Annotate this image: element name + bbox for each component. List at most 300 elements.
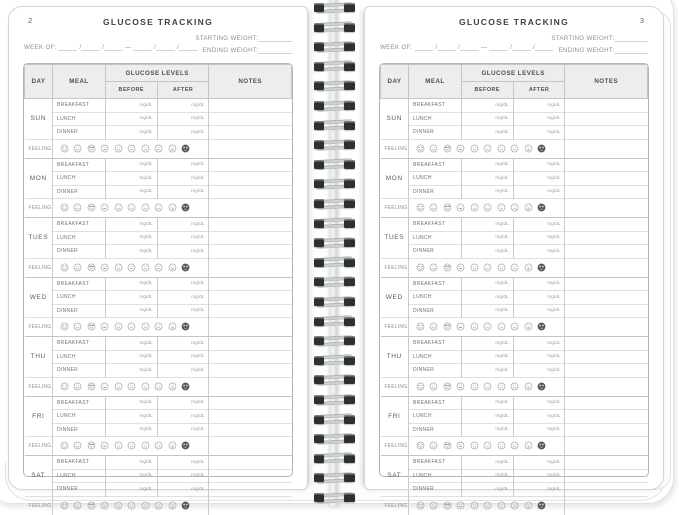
notes-cell [209, 456, 292, 470]
dead-face-icon [181, 203, 190, 212]
meal-label: LUNCH [53, 350, 106, 364]
feeling-label: FEELING [381, 258, 409, 277]
before-unit-label: mg/dL [105, 172, 157, 186]
notes-cell [565, 456, 648, 470]
after-unit-label: mg/dL [513, 291, 565, 305]
feeling-row [25, 318, 292, 337]
smiling-face-icon [73, 203, 82, 212]
starting-weight-blank: _________ [614, 35, 648, 42]
feeling-row [25, 496, 292, 515]
after-unit-label: mg/dL [513, 396, 565, 410]
notes-cell [565, 185, 648, 199]
after-unit-label: mg/dL [157, 277, 209, 291]
feeling-row [381, 377, 648, 396]
smiling-face-icon [429, 501, 438, 510]
feeling-label: FEELING [25, 139, 53, 158]
meal-label: LUNCH [409, 231, 462, 245]
sad-face-icon [154, 144, 163, 153]
binding-hole [314, 23, 324, 32]
starting-weight-label: STARTING WEIGHT: [195, 35, 259, 42]
binding-hole [344, 454, 355, 463]
feeling-row [25, 437, 292, 456]
notes-cell [209, 199, 292, 218]
meal-row [25, 185, 292, 199]
cool-sunglasses-face-icon [87, 501, 96, 510]
slight-smile-face-icon [470, 382, 479, 391]
binding-spine [329, 0, 339, 507]
binding-loop [308, 100, 360, 112]
meal-label: BREAKFAST [409, 99, 462, 113]
sad-face-icon [154, 382, 163, 391]
spiral-binding [308, 0, 360, 507]
grinning-face-icon [100, 322, 109, 331]
slight-smile-face-icon [470, 322, 479, 331]
binding-hole [314, 297, 324, 306]
smiling-face-icon [73, 144, 82, 153]
day-label: MON [25, 158, 53, 199]
meal-label: BREAKFAST [53, 218, 106, 232]
before-unit-label: mg/dL [105, 185, 157, 199]
meal-label: DINNER [53, 483, 106, 497]
notes-cell [565, 126, 648, 140]
crying-face-icon [524, 382, 533, 391]
day-column-header: DAY [381, 65, 409, 99]
binding-hole [344, 493, 355, 502]
meal-label: BREAKFAST [409, 396, 462, 410]
before-unit-label: mg/dL [461, 350, 513, 364]
glucose-log-table-wrapper [23, 63, 293, 509]
after-unit-label: mg/dL [513, 483, 565, 497]
binding-loop [308, 159, 360, 171]
neutral-face-icon [127, 263, 136, 272]
sad-face-icon [154, 263, 163, 272]
after-unit-label: mg/dL [513, 245, 565, 259]
dead-face-icon [537, 441, 546, 450]
neutral-face-icon [483, 144, 492, 153]
sad-face-icon [510, 501, 519, 510]
notes-cell [209, 318, 292, 337]
before-unit-label: mg/dL [105, 231, 157, 245]
dead-face-icon [181, 144, 190, 153]
glucose-log-table-wrapper [379, 63, 649, 509]
grinning-face-icon [456, 203, 465, 212]
dead-face-icon [537, 263, 546, 272]
notes-cell [209, 126, 292, 140]
notes-cell [209, 158, 292, 172]
feeling-label: FEELING [25, 496, 53, 515]
crying-face-icon [168, 144, 177, 153]
feeling-row [25, 258, 292, 277]
binding-hole [314, 336, 324, 345]
before-unit-label: mg/dL [105, 126, 157, 140]
slight-smile-face-icon [470, 501, 479, 510]
meal-row [25, 277, 292, 291]
feeling-row [381, 139, 648, 158]
notes-cell [565, 377, 648, 396]
laughing-face-icon [416, 382, 425, 391]
notes-cell [209, 112, 292, 126]
before-unit-label: mg/dL [461, 185, 513, 199]
slight-smile-face-icon [114, 144, 123, 153]
after-unit-label: mg/dL [513, 337, 565, 351]
binding-loop [308, 276, 360, 288]
crying-face-icon [524, 203, 533, 212]
binding-loop [308, 433, 360, 445]
meal-row [381, 469, 648, 483]
slight-frown-face-icon [141, 441, 150, 450]
meal-row [381, 456, 648, 470]
dead-face-icon [181, 322, 190, 331]
before-unit-label: mg/dL [105, 350, 157, 364]
laughing-face-icon [60, 441, 69, 450]
meal-row [381, 158, 648, 172]
table-body [25, 99, 292, 515]
meal-row [25, 304, 292, 318]
meal-label: BREAKFAST [53, 396, 106, 410]
notes-cell [209, 277, 292, 291]
cool-sunglasses-face-icon [87, 382, 96, 391]
laughing-face-icon [416, 501, 425, 510]
before-unit-label: mg/dL [105, 483, 157, 497]
binding-loop [308, 198, 360, 210]
feeling-scale [409, 496, 565, 515]
feeling-label: FEELING [381, 318, 409, 337]
crying-face-icon [168, 263, 177, 272]
meal-row [25, 231, 292, 245]
grinning-face-icon [456, 382, 465, 391]
binding-hole [344, 199, 355, 208]
meal-row [381, 410, 648, 424]
crying-face-icon [168, 322, 177, 331]
grinning-face-icon [456, 322, 465, 331]
binding-hole [314, 493, 324, 502]
smiling-face-icon [429, 382, 438, 391]
crying-face-icon [168, 203, 177, 212]
laughing-face-icon [416, 441, 425, 450]
before-unit-label: mg/dL [105, 469, 157, 483]
slight-frown-face-icon [497, 144, 506, 153]
slight-smile-face-icon [114, 322, 123, 331]
notes-cell [565, 258, 648, 277]
binding-hole [344, 42, 355, 51]
notes-cell [209, 185, 292, 199]
dead-face-icon [181, 382, 190, 391]
after-unit-label: mg/dL [157, 218, 209, 232]
notes-cell [209, 377, 292, 396]
feeling-scale [409, 139, 565, 158]
feeling-row [25, 139, 292, 158]
binding-loop [308, 41, 360, 53]
smiling-face-icon [429, 322, 438, 331]
meal-label: LUNCH [409, 350, 462, 364]
binding-loop [308, 394, 360, 406]
binding-hole [344, 219, 355, 228]
after-unit-label: mg/dL [513, 423, 565, 437]
notes-cell [565, 423, 648, 437]
weights-block [195, 33, 292, 57]
feeling-scale [409, 258, 565, 277]
dead-face-icon [537, 144, 546, 153]
binding-hole [314, 415, 324, 424]
after-unit-label: mg/dL [157, 172, 209, 186]
starting-weight-blank: _________ [258, 35, 292, 42]
slight-frown-face-icon [141, 501, 150, 510]
binding-hole [314, 395, 324, 404]
binding-hole [314, 121, 324, 130]
feeling-scale [53, 437, 209, 456]
ending-weight-line [195, 45, 292, 57]
notes-cell [565, 318, 648, 337]
notes-cell [565, 112, 648, 126]
after-column-header: AFTER [513, 82, 565, 99]
weights-block [551, 33, 648, 57]
binding-loop [308, 472, 360, 484]
meal-row [25, 364, 292, 378]
sad-face-icon [510, 441, 519, 450]
before-unit-label: mg/dL [461, 469, 513, 483]
glucose-log-table [24, 64, 292, 515]
after-unit-label: mg/dL [157, 350, 209, 364]
cool-sunglasses-face-icon [87, 441, 96, 450]
feeling-scale [53, 377, 209, 396]
binding-hole [344, 395, 355, 404]
notes-cell [209, 469, 292, 483]
binding-hole [344, 160, 355, 169]
feeling-label: FEELING [25, 318, 53, 337]
meal-row [381, 99, 648, 113]
day-label: WED [381, 277, 409, 318]
meal-row [381, 185, 648, 199]
sad-face-icon [510, 263, 519, 272]
notes-cell [209, 258, 292, 277]
day-label: SUN [381, 99, 409, 140]
meal-row [381, 337, 648, 351]
binding-hole [314, 356, 324, 365]
meal-label: DINNER [409, 483, 462, 497]
after-unit-label: mg/dL [513, 218, 565, 232]
day-label: TUES [381, 218, 409, 259]
before-unit-label: mg/dL [105, 245, 157, 259]
neutral-face-icon [483, 441, 492, 450]
cool-sunglasses-face-icon [87, 263, 96, 272]
binding-loop [308, 61, 360, 73]
meal-label: LUNCH [53, 469, 106, 483]
binding-hole [314, 258, 324, 267]
meal-label: BREAKFAST [409, 277, 462, 291]
binding-hole [344, 23, 355, 32]
before-column-header: BEFORE [461, 82, 513, 99]
notes-cell [565, 337, 648, 351]
table-header [381, 65, 648, 99]
after-unit-label: mg/dL [157, 396, 209, 410]
binding-hole [314, 434, 324, 443]
notes-cell [565, 172, 648, 186]
meal-row [25, 410, 292, 424]
right-page [364, 6, 664, 509]
binding-hole [314, 454, 324, 463]
slight-smile-face-icon [114, 382, 123, 391]
after-unit-label: mg/dL [513, 231, 565, 245]
notes-cell [565, 158, 648, 172]
before-unit-label: mg/dL [461, 245, 513, 259]
binding-hole [314, 317, 324, 326]
feeling-row [381, 437, 648, 456]
laughing-face-icon [60, 263, 69, 272]
notes-cell [209, 496, 292, 515]
after-column-header: AFTER [157, 82, 209, 99]
notes-cell [209, 396, 292, 410]
meal-row [25, 291, 292, 305]
meal-row [25, 99, 292, 113]
week-of-line [380, 44, 554, 51]
page-title: GLUCOSE TRACKING [458, 17, 570, 27]
grinning-face-icon [100, 144, 109, 153]
meal-row [25, 158, 292, 172]
notes-cell [209, 139, 292, 158]
slight-frown-face-icon [141, 382, 150, 391]
before-unit-label: mg/dL [461, 231, 513, 245]
binding-hole [314, 179, 324, 188]
sad-face-icon [154, 322, 163, 331]
notes-cell [565, 139, 648, 158]
meal-row [25, 126, 292, 140]
glucose-levels-header: GLUCOSE LEVELS [461, 65, 565, 82]
meal-row [25, 396, 292, 410]
binding-hole [344, 62, 355, 71]
notes-cell [209, 364, 292, 378]
laughing-face-icon [416, 322, 425, 331]
binding-hole [314, 375, 324, 384]
notes-column-header: NOTES [565, 65, 648, 99]
feeling-label: FEELING [25, 437, 53, 456]
binding-loop [308, 335, 360, 347]
day-column-header: DAY [25, 65, 53, 99]
smiling-face-icon [73, 501, 82, 510]
feeling-scale [53, 139, 209, 158]
notes-cell [565, 483, 648, 497]
laughing-face-icon [60, 203, 69, 212]
feeling-row [381, 318, 648, 337]
meal-row [25, 172, 292, 186]
meal-label: BREAKFAST [409, 337, 462, 351]
binding-loop [308, 139, 360, 151]
binding-loop [308, 218, 360, 230]
after-unit-label: mg/dL [157, 337, 209, 351]
after-unit-label: mg/dL [513, 158, 565, 172]
slight-frown-face-icon [497, 203, 506, 212]
grinning-face-icon [100, 263, 109, 272]
binding-hole [314, 160, 324, 169]
before-unit-label: mg/dL [461, 364, 513, 378]
meal-label: BREAKFAST [53, 277, 106, 291]
binding-hole [344, 179, 355, 188]
feeling-row [25, 377, 292, 396]
notes-cell [209, 483, 292, 497]
binding-hole [314, 42, 324, 51]
meal-row [381, 218, 648, 232]
meal-label: DINNER [409, 364, 462, 378]
after-unit-label: mg/dL [157, 469, 209, 483]
meal-row [25, 112, 292, 126]
day-label: FRI [25, 396, 53, 437]
grinning-face-icon [456, 263, 465, 272]
sad-face-icon [510, 144, 519, 153]
laughing-face-icon [416, 203, 425, 212]
notes-cell [209, 410, 292, 424]
meal-label: DINNER [409, 245, 462, 259]
meal-label: DINNER [409, 304, 462, 318]
before-unit-label: mg/dL [461, 456, 513, 470]
binding-hole [344, 101, 355, 110]
page-number: 2 [28, 16, 33, 25]
binding-hole [344, 415, 355, 424]
meal-row [25, 245, 292, 259]
meal-row [381, 245, 648, 259]
week-of-blanks: _____ /_____ /_____ — _____ /_____ /_____ [414, 44, 554, 51]
before-unit-label: mg/dL [105, 158, 157, 172]
after-unit-label: mg/dL [157, 410, 209, 424]
after-unit-label: mg/dL [513, 99, 565, 113]
neutral-face-icon [127, 322, 136, 331]
meal-column-header: MEAL [53, 65, 106, 99]
notes-cell [565, 304, 648, 318]
meal-label: DINNER [53, 423, 106, 437]
binding-hole [314, 3, 324, 12]
meal-label: LUNCH [53, 291, 106, 305]
neutral-face-icon [483, 263, 492, 272]
feeling-scale [409, 318, 565, 337]
laughing-face-icon [60, 382, 69, 391]
binding-hole [344, 140, 355, 149]
binding-loop [308, 257, 360, 269]
after-unit-label: mg/dL [157, 483, 209, 497]
binding-hole [344, 356, 355, 365]
meal-label: BREAKFAST [53, 158, 106, 172]
notes-cell [565, 364, 648, 378]
meal-label: BREAKFAST [409, 456, 462, 470]
meal-row [381, 483, 648, 497]
after-unit-label: mg/dL [157, 304, 209, 318]
before-unit-label: mg/dL [461, 172, 513, 186]
meal-label: LUNCH [409, 469, 462, 483]
notes-cell [565, 410, 648, 424]
crying-face-icon [168, 382, 177, 391]
meal-row [381, 112, 648, 126]
after-unit-label: mg/dL [157, 245, 209, 259]
before-unit-label: mg/dL [105, 456, 157, 470]
notes-column-header: NOTES [209, 65, 292, 99]
cool-sunglasses-face-icon [443, 382, 452, 391]
meal-label: DINNER [409, 126, 462, 140]
slight-frown-face-icon [497, 382, 506, 391]
binding-loop [308, 453, 360, 465]
binding-hole [344, 317, 355, 326]
binding-hole [344, 3, 355, 12]
binding-loop [308, 80, 360, 92]
after-unit-label: mg/dL [513, 185, 565, 199]
binding-hole [314, 101, 324, 110]
after-unit-label: mg/dL [157, 364, 209, 378]
feeling-label: FEELING [25, 377, 53, 396]
week-of-blanks: _____ /_____ /_____ — _____ /_____ /_____ [58, 44, 198, 51]
day-label: TUES [25, 218, 53, 259]
binding-loop [308, 237, 360, 249]
before-unit-label: mg/dL [461, 483, 513, 497]
smiling-face-icon [429, 203, 438, 212]
sad-face-icon [154, 203, 163, 212]
smiling-face-icon [73, 382, 82, 391]
neutral-face-icon [483, 322, 492, 331]
